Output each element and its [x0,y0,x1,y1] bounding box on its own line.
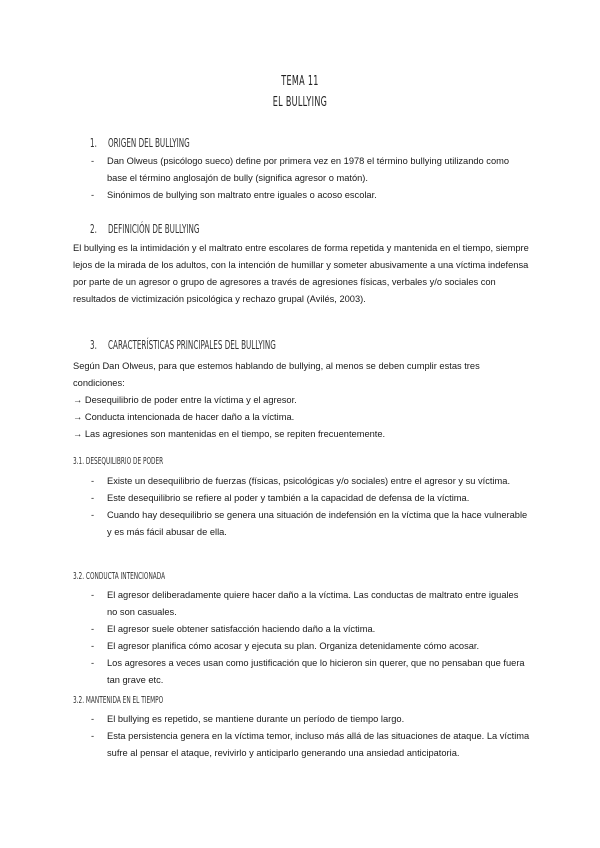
section-title: CARACTERÍSTICAS PRINCIPALES DEL BULLYING [108,338,276,352]
condition-item: → Conducta intencionada de hacer daño a la víctima. [73,412,295,422]
section-number: 1. [90,136,97,150]
list-item: - Cuando hay desequilibrio se genera una situación de indefensión en la víctima que la hace vulnerable y es más fácil abusar de ella. [91,507,531,541]
section-number: 3. [90,338,97,352]
section-title: DEFINICIÓN DE BULLYING [108,222,200,236]
definition-paragraph: El bullying es la intimidación y el maltrato entre escolares de forma repetida y mantenida en el tiempo, siempre lejos de la mirada de los adultos, con la intención de humillar y someter abusivamente a una víctima indefensa por parte de un agresor o grupo de agresores a través de agresiones físicas, verbales y/o sociales con resultados de victimización psicológica y rechazo grupal (Avilés, 2003). [73,243,529,304]
document-subtitle: EL BULLYING [272,95,328,110]
section-2-heading [90,222,200,236]
subsection-3-2-list [91,587,531,689]
section-3-heading [90,338,276,352]
section-title: ORIGEN DEL BULLYING [108,136,190,150]
subsection-3-2-heading: 3.2. CONDUCTA INTENCIONADA [73,571,166,582]
condition-item: → Las agresiones son mantenidas en el tiempo, se repiten frecuentemente. [73,429,386,439]
subsection-3-3-heading: 3.2. MANTENIDA EN EL TIEMPO [73,695,164,706]
list-item: - Existe un desequilibrio de fuerzas (físicas, psicológicas y/o sociales) entre el agresor y su víctima. [91,473,531,490]
list-item: - El bullying es repetido, se mantiene durante un período de tiempo largo. [91,711,536,728]
section-1-heading [90,136,190,150]
list-item: - El agresor deliberadamente quiere hacer daño a la víctima. Las conductas de maltrato entre iguales no son casuales. [91,587,531,621]
list-item: - Los agresores a veces usan como justificación que lo hicieron sin querer, que no pensaban que fuera tan grave etc. [91,655,531,689]
condition-item: → Desequilibrio de poder entre la víctima y el agresor. [73,395,297,405]
subsection-3-1-list [91,473,531,541]
subsection-3-1-heading: 3.1. DESEQUILIBRIO DE PODER [73,456,164,467]
section-1-list [91,153,531,204]
list-item: - Sinónimos de bullying son maltrato entre iguales o acoso escolar. [91,187,531,204]
list-item: - El agresor planifica cómo acosar y ejecuta su plan. Organiza detenidamente cómo acosar. [91,638,531,655]
section-number: 2. [90,222,97,236]
subsection-3-3-list [91,711,536,762]
list-item: - Este desequilibrio se refiere al poder y también a la capacidad de defensa de la víctima. [91,490,531,507]
document-title: TEMA 11 [281,74,319,89]
list-item: - Dan Olweus (psicólogo sueco) define por primera vez en 1978 el término bullying utilizando como base el término anglosajón de bully (significa agresor o matón). [91,153,531,187]
intro-text: Según Dan Olweus, para que estemos hablando de bullying, al menos se deben cumplir estas tres condiciones: [73,361,480,388]
list-item: - Esta persistencia genera en la víctima temor, incluso más allá de las situaciones de ataque. La víctima sufre al pensar el ataque, revivirlo y anticiparlo generando una ansiedad anticipatoria. [91,728,536,762]
list-item: - El agresor suele obtener satisfacción haciendo daño a la víctima. [91,621,531,638]
section-3-body [73,358,523,443]
